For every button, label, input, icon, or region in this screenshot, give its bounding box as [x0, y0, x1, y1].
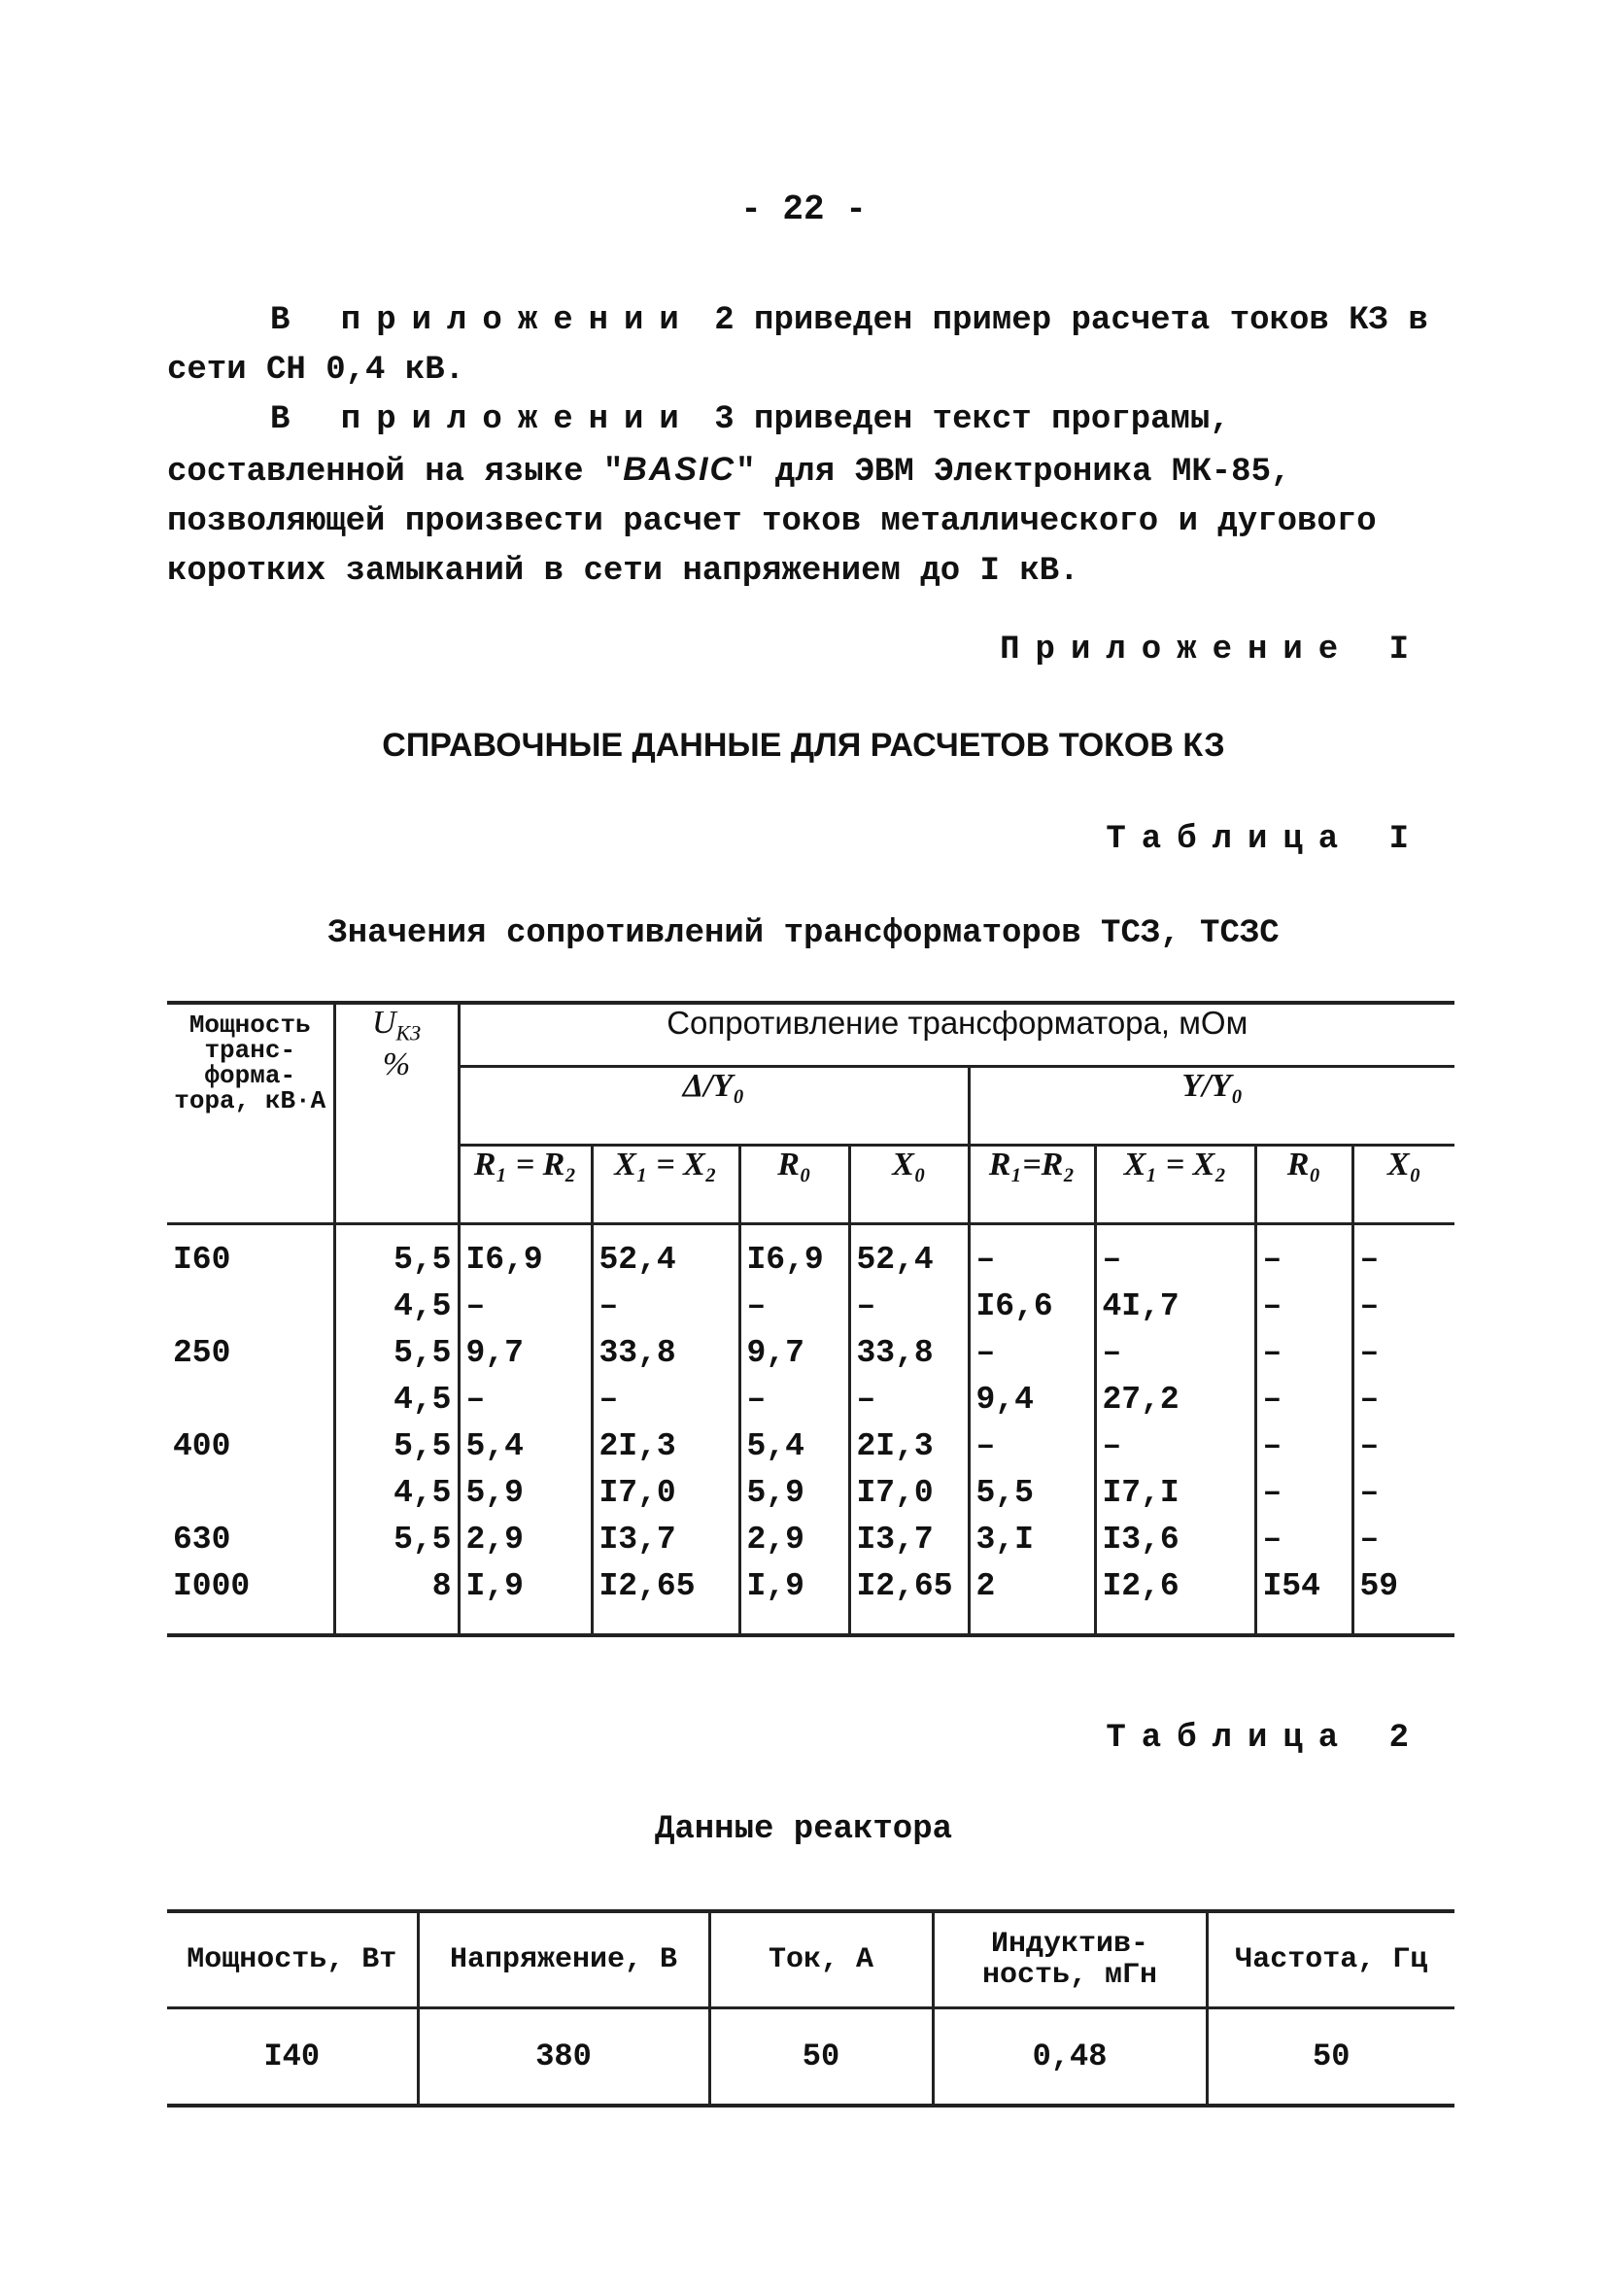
- cell-x1-x2-star: I2,6: [1095, 1563, 1255, 1635]
- cell-r1-r2-delta: –: [459, 1377, 592, 1423]
- reactor-data-table: [167, 1909, 1454, 2108]
- cell-uk: 4,5: [334, 1284, 459, 1330]
- cell-r0-star: –: [1255, 1377, 1352, 1423]
- cell-r0-delta: 5,4: [739, 1423, 849, 1470]
- cell-x1-x2-star: I3,6: [1095, 1517, 1255, 1563]
- cell-x1-x2-star: –: [1095, 1330, 1255, 1377]
- cell-r1-r2-star: 5,5: [969, 1470, 1095, 1517]
- basic-language-name: BASIC: [623, 451, 736, 488]
- cell-r0-delta: 5,9: [739, 1470, 849, 1517]
- cell-x1-x2-delta: I2,65: [592, 1563, 739, 1635]
- table2-caption: Таблица 2: [1106, 1720, 1424, 1757]
- cell-r0-delta: I6,9: [739, 1224, 849, 1285]
- header-delta-connection: Δ/Y₀: [459, 1067, 969, 1146]
- header-x1-x2-delta: X₁ = X₂: [592, 1146, 739, 1224]
- paragraph-appendix-3: [167, 395, 1430, 597]
- header-power: Мощность транс-форма-тора, кВ·А: [167, 1003, 334, 1224]
- table-row: [167, 2008, 1454, 2107]
- cell-x1-x2-delta: I7,0: [592, 1470, 739, 1517]
- header-r1-r2-delta: R₁ = R₂: [459, 1146, 592, 1224]
- cell-x1-x2-delta: –: [592, 1284, 739, 1330]
- header-r0-star: R₀: [1255, 1146, 1352, 1224]
- cell-r0-star: –: [1255, 1224, 1352, 1285]
- cell-r1-r2-star: –: [969, 1330, 1095, 1377]
- cell-x0-star: –: [1352, 1284, 1454, 1330]
- cell-x0-star: –: [1352, 1224, 1454, 1285]
- header-star-connection: Y/Y₀: [969, 1067, 1454, 1146]
- cell-r1-r2-delta: 5,9: [459, 1470, 592, 1517]
- cell-power: 630: [167, 1517, 334, 1563]
- cell-x0-star: –: [1352, 1423, 1454, 1470]
- cell-x0-delta: 52,4: [849, 1224, 969, 1285]
- cell-r1-r2-delta: 5,4: [459, 1423, 592, 1470]
- table-row: [167, 1423, 1454, 1470]
- cell-r1-r2-star: 2: [969, 1563, 1095, 1635]
- cell-r0-star: I54: [1255, 1563, 1352, 1635]
- cell-uk: 4,5: [334, 1470, 459, 1517]
- table-row: [167, 1377, 1454, 1423]
- cell-r1-r2-delta: –: [459, 1284, 592, 1330]
- cell-x1-x2-star: –: [1095, 1423, 1255, 1470]
- table1-title: Значения сопротивлений трансформаторов ТСЗ, ТСЗС: [327, 915, 1280, 952]
- transformer-resistance-table: [167, 1001, 1454, 1637]
- cell-r1-r2-star: 3,I: [969, 1517, 1095, 1563]
- cell-power: [167, 1284, 334, 1330]
- table2-title: Данные реактора: [654, 1811, 953, 1848]
- cell-uk: 4,5: [334, 1377, 459, 1423]
- header-x0-star: X₀: [1352, 1146, 1454, 1224]
- paragraph-text: 2 приведен пример расчета токов КЗ в сети СН 0,4 кВ.: [167, 302, 1428, 389]
- header-r1-r2-star: R₁=R₂: [969, 1146, 1095, 1224]
- header-uk: [334, 1003, 459, 1224]
- cell-x0-delta: 33,8: [849, 1330, 969, 1377]
- spaced-word: В приложении: [270, 401, 695, 438]
- cell-r0-star: –: [1255, 1330, 1352, 1377]
- cell-uk: 5,5: [334, 1517, 459, 1563]
- table-row: [167, 1224, 1454, 1285]
- page-number: - 22 -: [740, 189, 867, 229]
- cell-power: 250: [167, 1330, 334, 1377]
- cell-r1-r2-delta: I6,9: [459, 1224, 592, 1285]
- section-title: СПРАВОЧНЫЕ ДАННЫЕ ДЛЯ РАСЧЕТОВ ТОКОВ КЗ: [382, 727, 1225, 764]
- cell-power: 400: [167, 1423, 334, 1470]
- paragraph-text-part2: " для ЭВМ Электроника МК-85, позволяющей произвести расчет токов металлического и дугового коротких замыканий в сети напряжением до I кВ.: [167, 454, 1377, 590]
- cell-x1-x2-star: –: [1095, 1224, 1255, 1285]
- header-reactor-frequency: Частота, Гц: [1207, 1911, 1454, 2008]
- cell-x1-x2-star: I7,I: [1095, 1470, 1255, 1517]
- table-row: [167, 1563, 1454, 1635]
- uk-unit: %: [382, 1045, 411, 1082]
- cell-r0-star: –: [1255, 1517, 1352, 1563]
- cell-r0-delta: I,9: [739, 1563, 849, 1635]
- header-reactor-current: Ток, А: [709, 1911, 933, 2008]
- cell-x0-star: –: [1352, 1330, 1454, 1377]
- cell-r1-r2-star: 9,4: [969, 1377, 1095, 1423]
- cell-uk: 8: [334, 1563, 459, 1635]
- cell-x0-delta: I2,65: [849, 1563, 969, 1635]
- cell-reactor-power: I40: [167, 2008, 418, 2107]
- cell-x0-delta: I3,7: [849, 1517, 969, 1563]
- cell-r1-r2-star: –: [969, 1224, 1095, 1285]
- cell-r1-r2-delta: 2,9: [459, 1517, 592, 1563]
- cell-r0-star: –: [1255, 1423, 1352, 1470]
- header-reactor-inductance: Индуктив-ность, мГн: [933, 1911, 1207, 2008]
- table-row: [167, 1470, 1454, 1517]
- cell-r0-star: –: [1255, 1470, 1352, 1517]
- cell-reactor-inductance: 0,48: [933, 2008, 1207, 2107]
- cell-reactor-frequency: 50: [1207, 2008, 1454, 2107]
- cell-power: I000: [167, 1563, 334, 1635]
- cell-r1-r2-delta: 9,7: [459, 1330, 592, 1377]
- cell-r0-delta: –: [739, 1377, 849, 1423]
- paragraph-text-part1: 3 приведен текст програмы, составленной на языке ": [167, 401, 1230, 491]
- table-row: [167, 1517, 1454, 1563]
- cell-x1-x2-delta: 52,4: [592, 1224, 739, 1285]
- header-r0-delta: R₀: [739, 1146, 849, 1224]
- table-row: [167, 1284, 1454, 1330]
- cell-x0-delta: –: [849, 1377, 969, 1423]
- appendix-label: Приложение I: [1000, 632, 1424, 668]
- cell-r1-r2-star: I6,6: [969, 1284, 1095, 1330]
- cell-r0-delta: 9,7: [739, 1330, 849, 1377]
- uk-symbol: U: [371, 1005, 396, 1041]
- cell-power: [167, 1470, 334, 1517]
- cell-x1-x2-delta: I3,7: [592, 1517, 739, 1563]
- cell-reactor-voltage: 380: [418, 2008, 709, 2107]
- cell-x0-star: –: [1352, 1470, 1454, 1517]
- cell-x0-star: –: [1352, 1377, 1454, 1423]
- cell-r0-delta: 2,9: [739, 1517, 849, 1563]
- cell-x1-x2-star: 27,2: [1095, 1377, 1255, 1423]
- uk-subscript: КЗ: [395, 1020, 422, 1045]
- table1-caption: Таблица I: [1106, 821, 1424, 858]
- table-row: [167, 1330, 1454, 1377]
- cell-x0-delta: 2I,3: [849, 1423, 969, 1470]
- header-x1-x2-star: X₁ = X₂: [1095, 1146, 1255, 1224]
- cell-uk: 5,5: [334, 1330, 459, 1377]
- paragraph-appendix-2: [167, 296, 1430, 395]
- cell-x0-delta: I7,0: [849, 1470, 969, 1517]
- cell-x1-x2-delta: 2I,3: [592, 1423, 739, 1470]
- cell-x1-x2-star: 4I,7: [1095, 1284, 1255, 1330]
- spaced-word: В приложении: [270, 302, 695, 339]
- cell-r1-r2-star: –: [969, 1423, 1095, 1470]
- cell-x1-x2-delta: –: [592, 1377, 739, 1423]
- cell-r1-r2-delta: I,9: [459, 1563, 592, 1635]
- cell-power: I60: [167, 1224, 334, 1285]
- header-x0-delta: X₀: [849, 1146, 969, 1224]
- cell-r0-star: –: [1255, 1284, 1352, 1330]
- cell-reactor-current: 50: [709, 2008, 933, 2107]
- header-reactor-power: Мощность, Вт: [167, 1911, 418, 2008]
- cell-uk: 5,5: [334, 1423, 459, 1470]
- table1-body: [167, 1224, 1454, 1636]
- cell-r0-delta: –: [739, 1284, 849, 1330]
- cell-uk: 5,5: [334, 1224, 459, 1285]
- header-reactor-voltage: Напряжение, В: [418, 1911, 709, 2008]
- cell-power: [167, 1377, 334, 1423]
- cell-x0-star: –: [1352, 1517, 1454, 1563]
- header-resistance-group: Сопротивление трансформатора, мОм: [459, 1003, 1454, 1067]
- cell-x0-star: 59: [1352, 1563, 1454, 1635]
- cell-x0-delta: –: [849, 1284, 969, 1330]
- cell-x1-x2-delta: 33,8: [592, 1330, 739, 1377]
